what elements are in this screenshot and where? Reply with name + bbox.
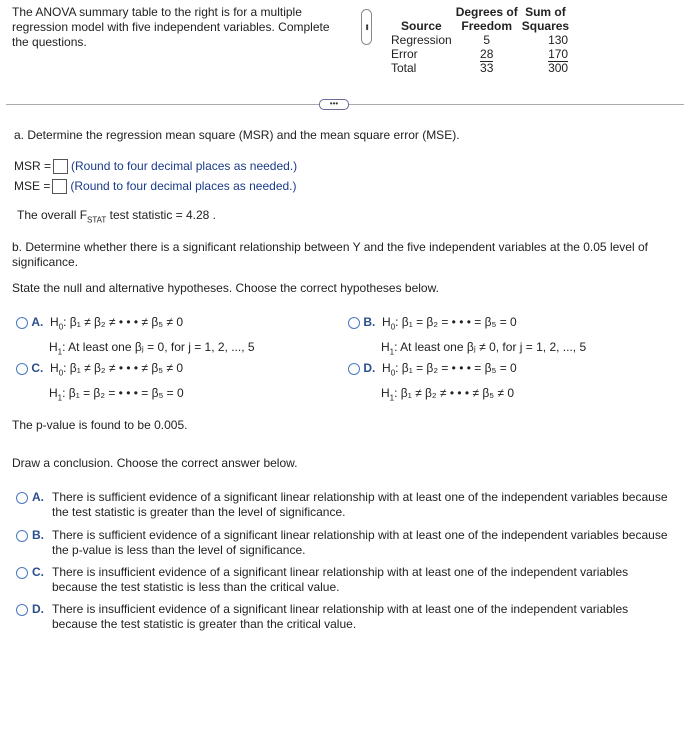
mse-hint: (Round to four decimal places as needed.) xyxy=(70,179,297,193)
expand-dots-button[interactable]: ••• xyxy=(319,99,349,110)
mse-row xyxy=(14,179,297,194)
option-letter: B. xyxy=(363,315,376,329)
conclusion-option-a[interactable] xyxy=(16,490,676,520)
part-a-question: a. Determine the regression mean square (MSR) and the mean square error (MSE). xyxy=(14,128,460,142)
option-h1: : β₁ = β₂ = • • • = β₅ = 0 xyxy=(62,386,184,401)
table-row xyxy=(389,47,571,61)
row-ss: 300 xyxy=(548,61,569,75)
hypothesis-option-c[interactable]: C. $H_0$: β₁ ≠ β₂ ≠ • • • ≠ β₅ ≠ 0 $H_1$: β₁ = β₂ = • • • = β₅ = 0 xyxy=(16,358,184,409)
row-source: Error xyxy=(391,47,418,61)
pvalue-text: The p-value is found to be 0.005. xyxy=(12,418,188,432)
conclusion-option-c[interactable] xyxy=(16,565,676,595)
radio-button[interactable] xyxy=(348,317,360,329)
row-df: 5 xyxy=(483,33,491,47)
radio-button[interactable] xyxy=(16,604,28,616)
header-sum-of: Sum of xyxy=(525,5,566,19)
radio-button[interactable] xyxy=(16,530,28,542)
option-text: There is insufficient evidence of a significant linear relationship with at least one of the independent variables because the test statistic is greater than the critical value. xyxy=(52,602,629,631)
header-source: Source xyxy=(401,19,442,33)
conclusion-option-b[interactable] xyxy=(16,528,676,558)
hypothesis-option-a[interactable]: A. $H_0$: β₁ ≠ β₂ ≠ • • • ≠ β₅ ≠ 0 $H_1$: At least one βⱼ = 0, for j = 1, 2, ..., 5 xyxy=(16,312,255,363)
msr-answer-input[interactable] xyxy=(53,159,68,174)
row-source: Regression xyxy=(391,33,452,47)
option-h0: : β₁ ≠ β₂ ≠ • • • ≠ β₅ ≠ 0 xyxy=(63,315,184,329)
row-ss: 130 xyxy=(548,33,569,47)
part-b-instruction: State the null and alternative hypotheses. Choose the correct hypotheses below. xyxy=(12,281,439,295)
anova-table xyxy=(389,5,571,75)
option-letter: D. xyxy=(32,602,44,616)
option-h1: : At least one βⱼ ≠ 0, for j = 1, 2, ..., 5 xyxy=(394,340,587,355)
header-freedom: Freedom xyxy=(461,19,513,33)
row-ss: 170 xyxy=(548,47,569,61)
option-h1: : β₁ ≠ β₂ ≠ • • • ≠ β₅ ≠ 0 xyxy=(394,386,515,401)
option-text: There is insufficient evidence of a significant linear relationship with at least one of the independent variables because the test statistic is less than the critical value. xyxy=(52,565,629,594)
table-row xyxy=(389,33,571,47)
header-squares: Squares xyxy=(521,19,570,33)
option-h0: : β₁ = β₂ = • • • = β₅ = 0 xyxy=(395,315,517,329)
fstat-text xyxy=(17,208,216,224)
option-letter: A. xyxy=(32,490,44,504)
row-df: 28 xyxy=(480,47,494,61)
msr-label: MSR = xyxy=(14,159,52,173)
option-letter: B. xyxy=(32,528,44,542)
row-df: 33 xyxy=(480,61,494,75)
mse-label: MSE = xyxy=(14,179,51,193)
radio-button[interactable] xyxy=(348,363,360,375)
more-dots-icon: ••• xyxy=(362,24,372,30)
option-h0: : β₁ = β₂ = • • • = β₅ = 0 xyxy=(395,361,517,375)
side-expand-handle[interactable] xyxy=(361,9,372,45)
conclusion-option-d[interactable] xyxy=(16,602,676,632)
mse-answer-input[interactable] xyxy=(52,179,67,194)
radio-button[interactable] xyxy=(16,317,28,329)
msr-hint: (Round to four decimal places as needed.) xyxy=(71,159,298,173)
header-degrees-of: Degrees of xyxy=(455,5,518,19)
table-row xyxy=(389,61,571,75)
hypothesis-option-d[interactable]: D. $H_0$: β₁ = β₂ = • • • = β₅ = 0 $H_1$: β₁ ≠ β₂ ≠ • • • ≠ β₅ ≠ 0 xyxy=(348,358,517,409)
intro-text: The ANOVA summary table to the right is for a multiple regression model with five independent variables. Complete the questions. xyxy=(12,5,330,49)
anova-table-container xyxy=(389,5,571,75)
option-letter: C. xyxy=(31,361,44,375)
option-h1: : At least one βⱼ = 0, for j = 1, 2, ..., 5 xyxy=(62,340,255,355)
option-letter: A. xyxy=(31,315,44,329)
fstat-suffix: test statistic = 4.28 . xyxy=(106,208,217,222)
msr-row xyxy=(14,159,297,174)
option-letter: C. xyxy=(32,565,44,579)
row-source: Total xyxy=(391,61,417,75)
option-letter: D. xyxy=(363,361,376,375)
option-h0: : β₁ ≠ β₂ ≠ • • • ≠ β₅ ≠ 0 xyxy=(63,361,184,375)
part-b-question: b. Determine whether there is a significant relationship between Y and the five independent variables at the 0.05 level of significance. xyxy=(12,240,648,269)
radio-button[interactable] xyxy=(16,492,28,504)
option-text: There is sufficient evidence of a significant linear relationship with at least one of the independent variables because the p-value is less than the level of significance. xyxy=(52,528,668,557)
fstat-prefix: The overall F xyxy=(17,208,88,222)
hypothesis-option-b[interactable]: B. $H_0$: β₁ = β₂ = • • • = β₅ = 0 $H_1$: At least one βⱼ ≠ 0, for j = 1, 2, ..., 5 xyxy=(348,312,586,363)
fstat-sub: STAT xyxy=(87,215,107,225)
conclusion-prompt: Draw a conclusion. Choose the correct answer below. xyxy=(12,456,298,470)
option-text: There is sufficient evidence of a significant linear relationship with at least one of the independent variables because the test statistic is greater than the level of significance. xyxy=(52,490,668,519)
radio-button[interactable] xyxy=(16,567,28,579)
radio-button[interactable] xyxy=(16,363,28,375)
